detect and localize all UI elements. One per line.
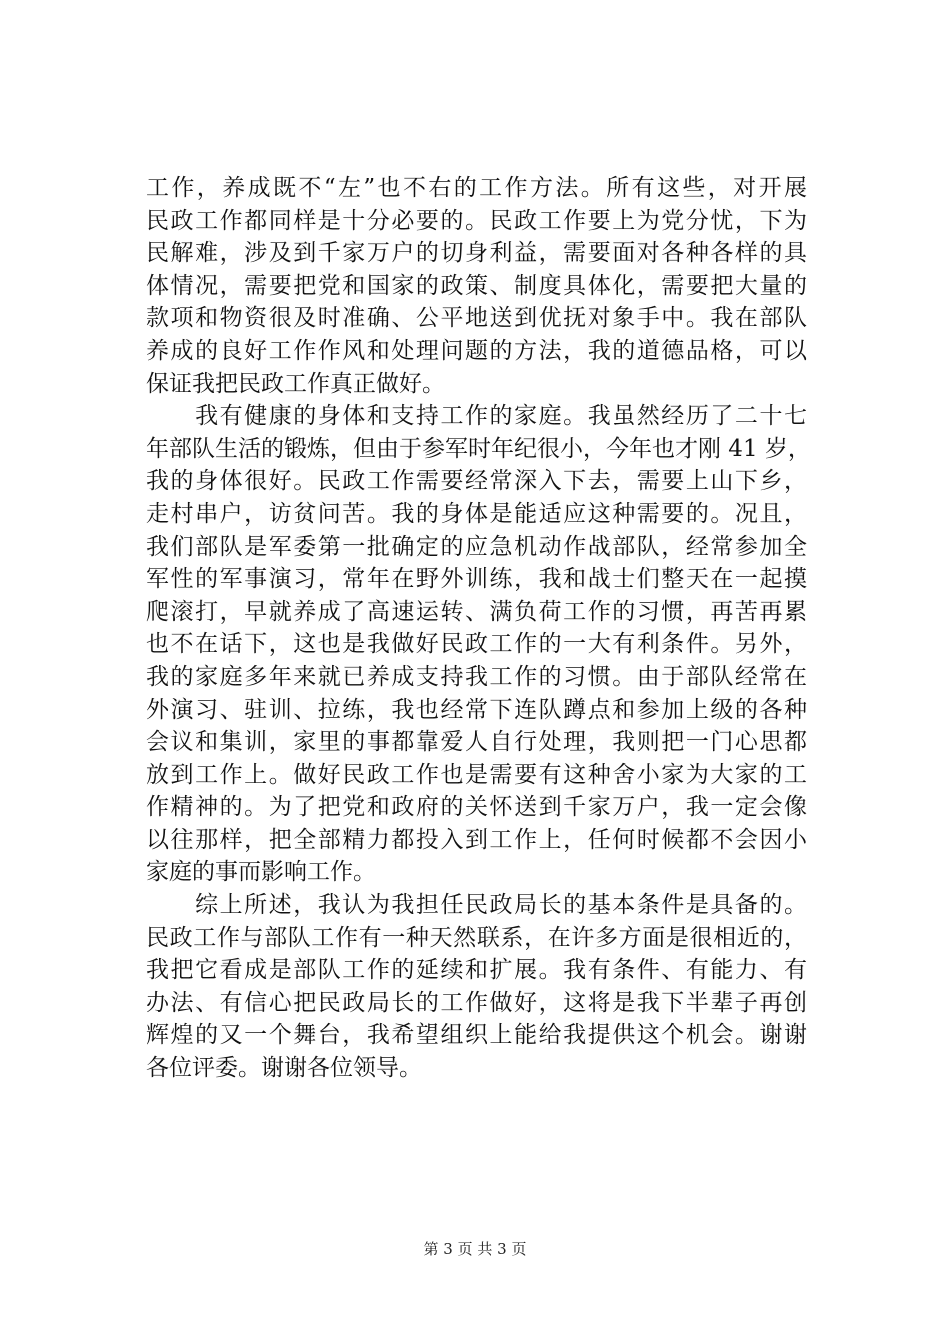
text-line: 各位评委。谢谢各位领导。 [146, 1055, 422, 1082]
text-line: 也不在话下，这也是我做好民政工作的一大有利条件。另外， [146, 631, 807, 658]
text-line: 民政工作都同样是十分必要的。民政工作要上为党分忧，下为 [146, 207, 807, 234]
text-line: 我的身体很好。民政工作需要经常深入下去，需要上山下乡， [146, 468, 807, 495]
text-line: 作精神的。为了把党和政府的关怀送到千家万户，我一定会像 [146, 794, 807, 821]
text-line: 工作，养成既不“左”也不右的工作方法。所有这些，对开展 [146, 175, 807, 201]
paragraph [146, 400, 811, 889]
paragraph [146, 889, 807, 1085]
text-line: 放到工作上。做好民政工作也是需要有这种舍小家为大家的工 [146, 761, 807, 788]
document-body [146, 172, 811, 1085]
text-line: 走村串户，访贫问苦。我的身体是能适应这种需要的。况且， [146, 500, 807, 527]
text-line: 辉煌的又一个舞台，我希望组织上能给我提供这个机会。谢谢 [146, 1022, 807, 1049]
text-line: 我有健康的身体和支持工作的家庭。我虽然经历了二十七 [146, 403, 807, 430]
text-line: 外演习、驻训、拉练，我也经常下连队蹲点和参加上级的各种 [146, 696, 807, 723]
text-line: 家庭的事而影响工作。 [146, 859, 376, 886]
text-line: 养成的良好工作作风和处理问题的方法，我的道德品格，可以 [146, 337, 807, 364]
text-line: 会议和集训，家里的事都靠爱人自行处理，我则把一门心思都 [146, 729, 807, 756]
text-line: 体情况，需要把党和国家的政策、制度具体化，需要把大量的 [146, 272, 807, 299]
text-line: 款项和物资很及时准确、公平地送到优抚对象手中。我在部队 [146, 305, 807, 332]
page-footer: 第 3 页 共 3 页 [423, 1240, 527, 1258]
text-line: 年部队生活的锻炼，但由于参军时年纪很小，今年也才刚 41 岁， [146, 435, 811, 462]
text-line: 民政工作与部队工作有一种天然联系，在许多方面是很相近的， [146, 924, 807, 951]
text-line: 办法、有信心把民政局长的工作做好，这将是我下半辈子再创 [146, 989, 807, 1016]
text-line: 我们部队是军委第一批确定的应急机动作战部队，经常参加全 [146, 533, 807, 560]
text-line: 民解难，涉及到千家万户的切身利益，需要面对各种各样的具 [146, 240, 807, 267]
text-line: 爬滚打，早就养成了高速运转、满负荷工作的习惯，再苦再累 [146, 598, 807, 625]
text-line: 以往那样，把全部精力都投入到工作上，任何时候都不会因小 [146, 826, 807, 853]
text-line: 我的家庭多年来就已养成支持我工作的习惯。由于部队经常在 [146, 663, 807, 690]
paragraph [146, 172, 807, 400]
text-line: 综上所述，我认为我担任民政局长的基本条件是具备的。 [146, 892, 807, 919]
text-line: 我把它看成是部队工作的延续和扩展。我有条件、有能力、有 [146, 957, 807, 984]
text-line: 军性的军事演习，常年在野外训练，我和战士们整天在一起摸 [146, 566, 807, 593]
text-line: 保证我把民政工作真正做好。 [146, 370, 445, 397]
